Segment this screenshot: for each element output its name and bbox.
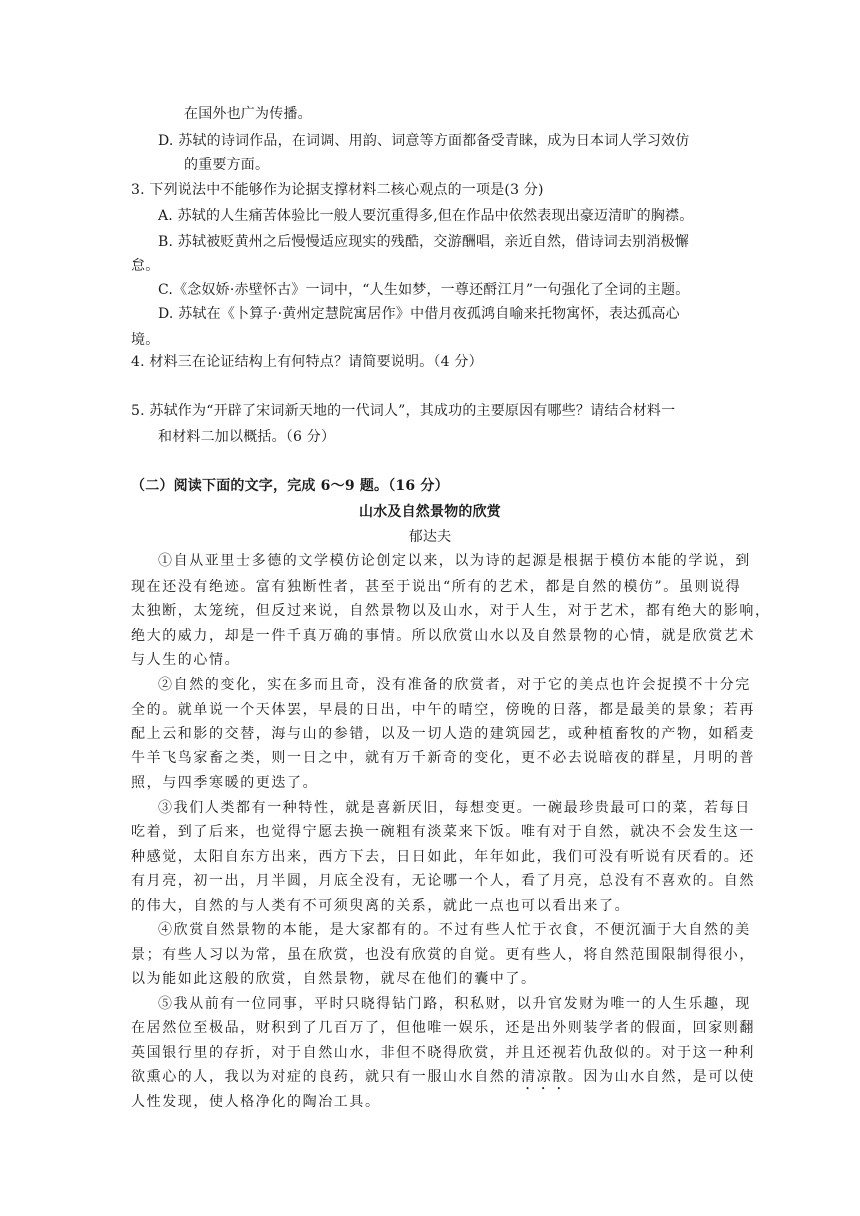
paragraph-2-line: ②自然的变化，实在多而且奇，没有准备的欣赏者，对于它的美点也许会捉摸不十分完: [158, 677, 751, 693]
paragraph-2-line: 牛羊飞鸟家畜之类，则一日之中，就有万千新奇的变化，更不必去说暗夜的群星，月明的普: [131, 750, 755, 766]
q3-option-b-line2: 怠。: [131, 258, 160, 274]
q3-stem: 3. 下列说法中不能够作为论据支撑材料二核心观点的一项是(3 分): [131, 182, 544, 198]
paragraph-4-line: 景；有些人习以为常，虽在欣赏，也没有欣赏的自觉。更有些人，将自然范围限制得很小，: [131, 947, 755, 963]
q3-option-b-line1: B. 苏轼被贬黄州之后慢慢适应现实的残酷，交游酬唱，亲近自然，借诗词去别消极懈: [158, 234, 689, 250]
paragraph-5-line: 在居然位至极品，财积到了几百万了，但他唯一娱乐，还是出外则装学者的假面，回家则翻: [131, 1020, 755, 1036]
paragraph-1-line: ①自从亚里士多德的文学模仿论创定以来，以为诗的起源是根据于模仿本能的学说，到: [158, 553, 751, 569]
paragraph-2-line: 照，与四季寒暖的更迭了。: [131, 775, 319, 791]
q5-line2: 和材料二加以概括。（6 分）: [158, 429, 336, 445]
paragraph-5-text: 欲熏心的人，我以为对症的良药，就只有一服山水自然的: [131, 1069, 521, 1085]
paragraph-5-line: [131, 1067, 755, 1093]
q2-option-c-tail: 在国外也广为传播。: [184, 106, 312, 122]
paragraph-5-text: 。因为山水自然，是可以使: [567, 1069, 756, 1085]
paragraph-4-line: 以为能如此这般的欣赏，自然景物，就尽在他们的囊中了。: [131, 971, 537, 987]
article-title: 山水及自然景物的欣赏: [359, 504, 501, 520]
paragraph-2-line: 配上云和影的交替，海与山的参错，以及一切人造的建筑园艺，或种植畜牧的产物，如稻麦: [131, 726, 755, 742]
paragraph-1-line: 绝大的威力，却是一件千真万确的事情。所以欣赏山水以及自然景物的心情，就是欣赏艺术: [131, 628, 755, 644]
paragraph-3-line: 有月亮，初一出，月半圆，月底全没有，无论哪一个人，看了月亮，总没有不喜欢的。自然: [131, 873, 755, 889]
paragraph-3-line: 吃着，到了后来，也觉得宁愿去换一碗粗有淡菜来下饭。唯有对于自然，就决不会发生这一: [131, 824, 755, 840]
q3-option-d-line1: D. 苏轼在《卜算子·黄州定慧院寓居作》中借月夜孤鸿自喻来托物寓怀，表达孤高心: [158, 306, 680, 322]
paragraph-5-line: ⑤我从前有一位同事，平时只晓得钻门路，积私财，以升官发财为唯一的人生乐趣，现: [158, 996, 751, 1012]
q2-option-d-line1: D. 苏轼的诗词作品，在词调、用韵、词意等方面都备受青睐，成为日本词人学习效仿: [158, 133, 690, 149]
paragraph-1-line: 太独断，太笼统，但反过来说，自然景物以及山水，对于人生，对于艺术，都有绝大的影响，: [131, 603, 771, 619]
emphasized-term: 清凉散: [521, 1069, 568, 1085]
paragraph-5-line: 英国银行里的存折，对于自然山水，非但不晓得欣赏，并且还视若仇敌似的。对于这一种利: [131, 1045, 755, 1061]
paragraph-3-line: 种感觉，太阳自东方出来，西方下去，日日如此，年年如此，我们可没有听说有厌看的。还: [131, 849, 755, 865]
paragraph-5-line: 人性发现，使人格净化的陶冶工具。: [131, 1094, 381, 1110]
q3-option-c: C.《念奴娇·赤壁怀古》一词中，“人生如梦，一尊还酹江月”一句强化了全词的主题。: [158, 282, 690, 298]
q3-option-a: A. 苏轼的人生痛苦体验比一般人要沉重得多,但在作品中依然表现出豪迈清旷的胸襟。: [158, 208, 694, 224]
q2-option-d-line2: 的重要方面。: [184, 157, 270, 173]
q3-option-d-line2: 境。: [131, 332, 160, 348]
paragraph-1-line: 现在还没有绝迹。富有独断性者，甚至于说出“所有的艺术，都是自然的模仿”。虽则说得: [131, 579, 742, 595]
q4: 4. 材料三在论证结构上有何特点？请简要说明。（4 分）: [131, 354, 483, 370]
q5-line1: 5. 苏轼作为“开辟了宋词新天地的一代词人”，其成功的主要原因有哪些？请结合材料一: [131, 403, 676, 419]
article-author: 郁达夫: [408, 529, 452, 545]
section-heading: （二）阅读下面的文字，完成 6～9 题。（16 分）: [131, 478, 449, 494]
paragraph-2-line: 全的。就单说一个天体罢，早晨的日出，中午的晴空，傍晚的日落，都是最美的景象；若再: [131, 702, 755, 718]
paragraph-3-line: ③我们人类都有一种特性，就是喜新厌旧，每想变更。一碗最珍贵最可口的菜，若每日: [158, 800, 751, 816]
paragraph-3-line: 的伟大，自然的与人类有不可须臾离的关系，就此一点也可以看出来了。: [131, 898, 631, 914]
paragraph-1-line: 与人生的心情。: [131, 652, 241, 668]
paragraph-4-line: ④欣赏自然景物的本能，是大家都有的。不过有些人忙于衣食，不便沉湎于大自然的美: [158, 922, 751, 938]
